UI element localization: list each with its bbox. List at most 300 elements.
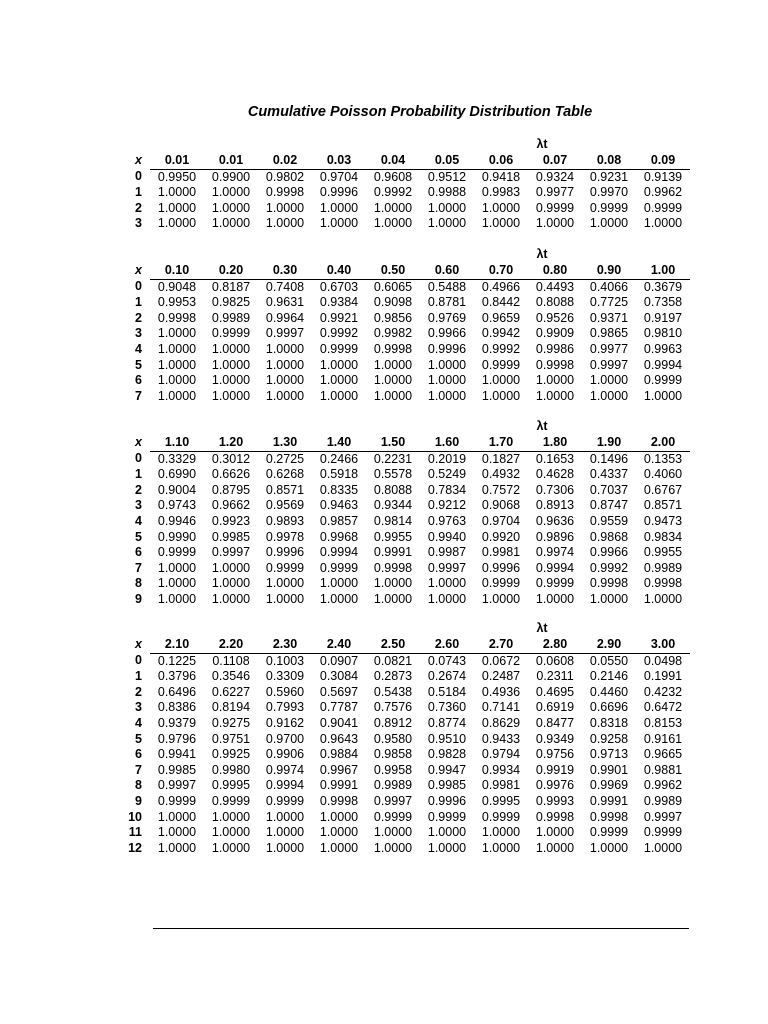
x-column-header: x <box>135 435 142 450</box>
probability-cell: 0.9512 <box>427 169 467 184</box>
probability-cell: 0.9999 <box>481 357 521 372</box>
probability-cell: 0.2311 <box>536 669 574 684</box>
probability-cell: 0.9995 <box>481 793 521 808</box>
probability-cell: 0.9996 <box>427 793 467 808</box>
lambda-column-header: 2.40 <box>312 637 366 653</box>
probability-cell: 0.9966 <box>427 326 467 341</box>
probability-cell: 1.0000 <box>157 388 197 403</box>
probability-cell: 1.0000 <box>157 591 197 606</box>
probability-cell: 0.1108 <box>212 653 250 668</box>
probability-cell: 0.9989 <box>643 793 683 808</box>
probability-cell: 1.0000 <box>589 591 629 606</box>
lambda-column-header: 0.90 <box>582 263 636 279</box>
footer-rule <box>153 928 689 929</box>
probability-cell: 0.8386 <box>157 700 197 715</box>
probability-cell: 0.9991 <box>319 778 359 793</box>
x-value: 0 <box>135 653 142 668</box>
probability-cell: 0.9865 <box>589 326 629 341</box>
probability-cell: 0.8088 <box>535 295 575 310</box>
probability-cell: 0.9999 <box>643 200 683 215</box>
probability-cell: 0.9704 <box>481 513 521 528</box>
probability-cell: 1.0000 <box>157 809 197 824</box>
probability-cell: 0.3084 <box>319 669 359 684</box>
poisson-table-block <box>118 137 690 232</box>
probability-cell: 0.6065 <box>373 279 413 294</box>
probability-cell: 0.9275 <box>211 715 251 730</box>
probability-cell: 0.9994 <box>265 778 305 793</box>
probability-cell: 1.0000 <box>427 373 467 388</box>
probability-cell: 1.0000 <box>481 388 521 403</box>
probability-cell: 1.0000 <box>157 825 197 840</box>
probability-cell: 1.0000 <box>157 216 197 231</box>
probability-cell: 0.9996 <box>481 560 521 575</box>
table-row <box>118 561 690 577</box>
probability-cell: 1.0000 <box>643 216 683 231</box>
probability-cell: 1.0000 <box>481 373 521 388</box>
probability-cell: 1.0000 <box>427 216 467 231</box>
probability-cell: 0.9990 <box>157 529 197 544</box>
probability-cell: 0.9098 <box>373 295 413 310</box>
probability-cell: 0.8187 <box>211 279 251 294</box>
probability-cell: 0.9433 <box>481 731 521 746</box>
probability-cell: 0.9893 <box>265 513 305 528</box>
lambda-column-header: 0.60 <box>420 263 474 279</box>
probability-cell: 0.9665 <box>643 747 683 762</box>
probability-cell: 0.9999 <box>265 793 305 808</box>
probability-cell: 0.9999 <box>373 809 413 824</box>
x-value: 1 <box>135 467 142 482</box>
probability-cell: 0.8477 <box>535 715 575 730</box>
x-column-header: x <box>135 263 142 278</box>
probability-cell: 0.0743 <box>427 653 467 668</box>
probability-cell: 0.9997 <box>265 326 305 341</box>
probability-cell: 1.0000 <box>265 576 305 591</box>
probability-cell: 0.4066 <box>589 279 629 294</box>
probability-cell: 1.0000 <box>319 357 359 372</box>
probability-cell: 1.0000 <box>373 825 413 840</box>
x-value: 0 <box>135 169 142 184</box>
probability-cell: 0.9996 <box>427 341 467 356</box>
table-row <box>118 295 690 311</box>
probability-cell: 0.9920 <box>481 529 521 544</box>
probability-cell: 0.9258 <box>589 731 629 746</box>
probability-cell: 1.0000 <box>373 840 413 855</box>
probability-cell: 0.8571 <box>643 498 683 513</box>
lambda-column-header: 1.40 <box>312 435 366 451</box>
probability-cell: 0.4936 <box>481 684 521 699</box>
probability-cell: 0.9998 <box>157 310 197 325</box>
probability-cell: 0.8795 <box>211 482 251 497</box>
probability-cell: 1.0000 <box>535 216 575 231</box>
x-value: 3 <box>135 326 142 341</box>
table-row <box>118 483 690 499</box>
probability-cell: 0.9769 <box>427 310 467 325</box>
probability-cell: 0.9751 <box>211 731 251 746</box>
x-value: 7 <box>135 560 142 575</box>
table-row <box>118 794 690 810</box>
probability-cell: 0.9828 <box>427 747 467 762</box>
table-row <box>118 685 690 701</box>
x-value: 2 <box>135 684 142 699</box>
probability-cell: 0.9909 <box>535 326 575 341</box>
probability-cell: 0.9999 <box>211 326 251 341</box>
probability-cell: 0.9814 <box>373 513 413 528</box>
table-row <box>118 778 690 794</box>
probability-cell: 0.6696 <box>589 700 629 715</box>
probability-cell: 0.8629 <box>481 715 521 730</box>
probability-cell: 0.9968 <box>319 529 359 544</box>
probability-cell: 0.9212 <box>427 498 467 513</box>
probability-cell: 0.9881 <box>643 762 683 777</box>
probability-cell: 0.9998 <box>373 560 413 575</box>
probability-cell: 0.7787 <box>319 700 359 715</box>
x-value: 6 <box>135 747 142 762</box>
probability-cell: 1.0000 <box>373 216 413 231</box>
probability-cell: 0.9999 <box>535 576 575 591</box>
probability-cell: 1.0000 <box>157 326 197 341</box>
probability-cell: 1.0000 <box>211 591 251 606</box>
probability-cell: 0.9955 <box>373 529 413 544</box>
x-value: 3 <box>135 216 142 231</box>
x-value: 0 <box>135 451 142 466</box>
table-row <box>118 467 690 483</box>
probability-cell: 0.9955 <box>643 545 683 560</box>
probability-cell: 0.9139 <box>643 169 683 184</box>
probability-cell: 0.6227 <box>211 684 251 699</box>
probability-cell: 1.0000 <box>211 825 251 840</box>
x-value: 1 <box>135 669 142 684</box>
probability-cell: 1.0000 <box>427 200 467 215</box>
probability-cell: 0.9999 <box>643 825 683 840</box>
probability-cell: 0.5184 <box>427 684 467 699</box>
probability-cell: 0.9998 <box>535 809 575 824</box>
lambda-column-header: 0.80 <box>528 263 582 279</box>
x-value: 1 <box>135 295 142 310</box>
probability-cell: 0.9982 <box>373 326 413 341</box>
probability-cell: 0.9998 <box>373 341 413 356</box>
probability-cell: 0.9981 <box>481 778 521 793</box>
probability-cell: 1.0000 <box>319 373 359 388</box>
probability-cell: 0.9473 <box>643 513 683 528</box>
header-row <box>118 263 690 279</box>
probability-cell: 0.7993 <box>265 700 305 715</box>
probability-cell: 0.9992 <box>481 341 521 356</box>
probability-cell: 0.9996 <box>265 545 305 560</box>
table-row <box>118 216 690 232</box>
probability-cell: 0.9999 <box>589 200 629 215</box>
probability-cell: 1.0000 <box>211 809 251 824</box>
probability-cell: 1.0000 <box>535 591 575 606</box>
probability-cell: 1.0000 <box>481 216 521 231</box>
probability-cell: 1.0000 <box>373 388 413 403</box>
probability-cell: 0.9048 <box>157 279 197 294</box>
x-value: 7 <box>135 388 142 403</box>
lambda-column-header: 0.70 <box>474 263 528 279</box>
probability-cell: 0.9997 <box>427 560 467 575</box>
poisson-table-block <box>118 621 690 856</box>
probability-cell: 0.9344 <box>373 498 413 513</box>
x-value: 10 <box>128 809 142 824</box>
probability-cell: 0.9999 <box>319 341 359 356</box>
probability-cell: 0.9967 <box>319 762 359 777</box>
probability-cell: 0.9884 <box>319 747 359 762</box>
probability-cell: 0.3012 <box>211 451 251 466</box>
probability-cell: 0.6767 <box>643 482 683 497</box>
probability-cell: 0.0672 <box>481 653 521 668</box>
probability-cell: 0.2873 <box>373 669 413 684</box>
probability-cell: 0.9995 <box>211 778 251 793</box>
probability-cell: 1.0000 <box>157 200 197 215</box>
probability-cell: 0.9999 <box>157 793 197 808</box>
probability-cell: 0.4337 <box>589 467 629 482</box>
probability-cell: 0.6919 <box>535 700 575 715</box>
table-row <box>118 841 690 857</box>
probability-cell: 0.8442 <box>481 295 521 310</box>
probability-cell: 0.2725 <box>265 451 305 466</box>
probability-cell: 0.9998 <box>643 576 683 591</box>
probability-cell: 0.9992 <box>373 185 413 200</box>
probability-cell: 1.0000 <box>589 388 629 403</box>
table-row <box>118 810 690 826</box>
probability-cell: 1.0000 <box>319 200 359 215</box>
probability-cell: 1.0000 <box>589 373 629 388</box>
probability-cell: 0.8913 <box>535 498 575 513</box>
probability-cell: 0.9569 <box>265 498 305 513</box>
table-row <box>118 389 690 405</box>
probability-cell: 0.9996 <box>319 185 359 200</box>
table-row <box>118 201 690 217</box>
probability-cell: 0.9857 <box>319 513 359 528</box>
probability-cell: 0.9756 <box>535 747 575 762</box>
table-row <box>118 326 690 342</box>
probability-cell: 0.9942 <box>481 326 521 341</box>
probability-cell: 0.9958 <box>373 762 413 777</box>
probability-cell: 0.5960 <box>265 684 305 699</box>
probability-cell: 0.9963 <box>643 341 683 356</box>
probability-cell: 0.9925 <box>211 747 251 762</box>
probability-cell: 1.0000 <box>373 591 413 606</box>
probability-cell: 0.5578 <box>373 467 413 482</box>
probability-cell: 0.4695 <box>535 684 575 699</box>
probability-cell: 1.0000 <box>211 341 251 356</box>
x-value: 11 <box>128 825 142 840</box>
x-value: 2 <box>135 310 142 325</box>
probability-cell: 0.9999 <box>481 576 521 591</box>
header-row <box>118 435 690 451</box>
probability-cell: 1.0000 <box>535 825 575 840</box>
probability-cell: 0.9997 <box>211 545 251 560</box>
lambda-column-header: 3.00 <box>636 637 690 653</box>
probability-cell: 0.7576 <box>373 700 413 715</box>
poisson-table <box>118 153 690 232</box>
probability-cell: 0.9608 <box>373 169 413 184</box>
probability-cell: 0.9921 <box>319 310 359 325</box>
probability-cell: 1.0000 <box>157 185 197 200</box>
table-row <box>118 732 690 748</box>
probability-cell: 0.9901 <box>589 762 629 777</box>
lambda-header: λt <box>536 621 548 635</box>
probability-cell: 0.9997 <box>157 778 197 793</box>
lambda-column-header: 2.90 <box>582 637 636 653</box>
lambda-column-header: 0.30 <box>258 263 312 279</box>
x-value: 12 <box>128 840 142 855</box>
probability-cell: 1.0000 <box>157 576 197 591</box>
probability-cell: 1.0000 <box>265 341 305 356</box>
lambda-column-header: 1.00 <box>636 263 690 279</box>
lambda-column-header: 1.50 <box>366 435 420 451</box>
probability-cell: 0.9983 <box>481 185 521 200</box>
probability-cell: 0.2466 <box>319 451 359 466</box>
probability-cell: 1.0000 <box>211 373 251 388</box>
probability-cell: 0.9994 <box>643 357 683 372</box>
probability-cell: 1.0000 <box>643 591 683 606</box>
table-row <box>118 747 690 763</box>
probability-cell: 0.9946 <box>157 513 197 528</box>
probability-cell: 0.9379 <box>157 715 197 730</box>
probability-cell: 0.9994 <box>535 560 575 575</box>
probability-cell: 0.6990 <box>157 467 197 482</box>
probability-cell: 1.0000 <box>157 840 197 855</box>
probability-cell: 0.5438 <box>373 684 413 699</box>
probability-cell: 0.3546 <box>211 669 251 684</box>
probability-cell: 0.9636 <box>535 513 575 528</box>
probability-cell: 1.0000 <box>319 825 359 840</box>
probability-cell: 0.9989 <box>643 560 683 575</box>
poisson-table-block <box>118 419 690 608</box>
probability-cell: 0.9999 <box>157 545 197 560</box>
probability-cell: 0.9349 <box>535 731 575 746</box>
probability-cell: 0.9834 <box>643 529 683 544</box>
probability-cell: 0.4932 <box>481 467 521 482</box>
probability-cell: 1.0000 <box>373 357 413 372</box>
probability-cell: 0.9991 <box>589 793 629 808</box>
probability-cell: 0.9947 <box>427 762 467 777</box>
probability-cell: 0.9825 <box>211 295 251 310</box>
x-value: 0 <box>135 279 142 294</box>
lambda-column-header: 1.80 <box>528 435 582 451</box>
table-row <box>118 716 690 732</box>
probability-cell: 0.9713 <box>589 747 629 762</box>
probability-cell: 0.9992 <box>589 560 629 575</box>
probability-cell: 0.9940 <box>427 529 467 544</box>
probability-cell: 1.0000 <box>265 373 305 388</box>
probability-cell: 0.7037 <box>589 482 629 497</box>
table-row <box>118 576 690 592</box>
table-row <box>118 185 690 201</box>
lambda-column-header: 1.60 <box>420 435 474 451</box>
probability-cell: 1.0000 <box>589 840 629 855</box>
probability-cell: 0.7408 <box>265 279 305 294</box>
probability-cell: 0.4966 <box>481 279 521 294</box>
lambda-column-header: 0.01 <box>150 153 204 169</box>
probability-cell: 0.9999 <box>481 809 521 824</box>
probability-cell: 0.9858 <box>373 747 413 762</box>
probability-cell: 0.9526 <box>535 310 575 325</box>
probability-cell: 0.9974 <box>535 545 575 560</box>
probability-cell: 0.0821 <box>373 653 413 668</box>
probability-cell: 0.9041 <box>319 715 359 730</box>
table-row <box>118 311 690 327</box>
probability-cell: 0.5249 <box>427 467 467 482</box>
table-row <box>118 498 690 514</box>
probability-cell: 0.0550 <box>589 653 629 668</box>
probability-cell: 0.1353 <box>643 451 683 466</box>
probability-cell: 0.9999 <box>211 793 251 808</box>
probability-cell: 0.9896 <box>535 529 575 544</box>
lambda-column-header: 1.30 <box>258 435 312 451</box>
table-row <box>118 514 690 530</box>
probability-cell: 0.9998 <box>589 809 629 824</box>
lambda-column-header: 0.03 <box>312 153 366 169</box>
x-column-header: x <box>135 637 142 652</box>
probability-cell: 0.6626 <box>211 467 251 482</box>
lambda-header: λt <box>536 247 548 261</box>
probability-cell: 1.0000 <box>535 840 575 855</box>
probability-cell: 0.9980 <box>211 762 251 777</box>
lambda-column-header: 0.10 <box>150 263 204 279</box>
probability-cell: 1.0000 <box>535 388 575 403</box>
x-value: 9 <box>135 591 142 606</box>
probability-cell: 0.9868 <box>589 529 629 544</box>
probability-cell: 0.9941 <box>157 747 197 762</box>
probability-cell: 1.0000 <box>265 591 305 606</box>
header-row <box>118 637 690 653</box>
probability-cell: 0.9197 <box>643 310 683 325</box>
poisson-table <box>118 435 690 608</box>
probability-cell: 1.0000 <box>211 357 251 372</box>
probability-cell: 0.8088 <box>373 482 413 497</box>
probability-cell: 0.9659 <box>481 310 521 325</box>
probability-cell: 1.0000 <box>319 576 359 591</box>
probability-cell: 0.9068 <box>481 498 521 513</box>
probability-cell: 0.9371 <box>589 310 629 325</box>
probability-cell: 0.9631 <box>265 295 305 310</box>
table-row <box>118 373 690 389</box>
lambda-column-header: 0.20 <box>204 263 258 279</box>
probability-cell: 0.9966 <box>589 545 629 560</box>
probability-cell: 0.2231 <box>373 451 413 466</box>
probability-cell: 0.9998 <box>589 576 629 591</box>
probability-cell: 0.1827 <box>481 451 521 466</box>
probability-cell: 0.4232 <box>643 684 683 699</box>
probability-cell: 1.0000 <box>157 560 197 575</box>
probability-cell: 0.9923 <box>211 513 251 528</box>
probability-cell: 0.2019 <box>427 451 467 466</box>
probability-cell: 0.8318 <box>589 715 629 730</box>
probability-cell: 1.0000 <box>481 200 521 215</box>
probability-cell: 0.9988 <box>427 185 467 200</box>
probability-cell: 0.9004 <box>157 482 197 497</box>
probability-cell: 1.0000 <box>481 825 521 840</box>
probability-cell: 0.9977 <box>535 185 575 200</box>
probability-cell: 0.5697 <box>319 684 359 699</box>
probability-cell: 0.3679 <box>643 279 683 294</box>
probability-cell: 0.2674 <box>427 669 467 684</box>
probability-cell: 1.0000 <box>211 185 251 200</box>
probability-cell: 0.9900 <box>211 169 251 184</box>
x-value: 2 <box>135 200 142 215</box>
probability-cell: 0.9994 <box>319 545 359 560</box>
probability-cell: 0.8781 <box>427 295 467 310</box>
probability-cell: 0.9418 <box>481 169 521 184</box>
probability-cell: 0.9981 <box>481 545 521 560</box>
lambda-column-header: 2.20 <box>204 637 258 653</box>
table-row <box>118 825 690 841</box>
probability-cell: 1.0000 <box>427 840 467 855</box>
table-row <box>118 342 690 358</box>
probability-cell: 0.9704 <box>319 169 359 184</box>
lambda-column-header: 2.70 <box>474 637 528 653</box>
